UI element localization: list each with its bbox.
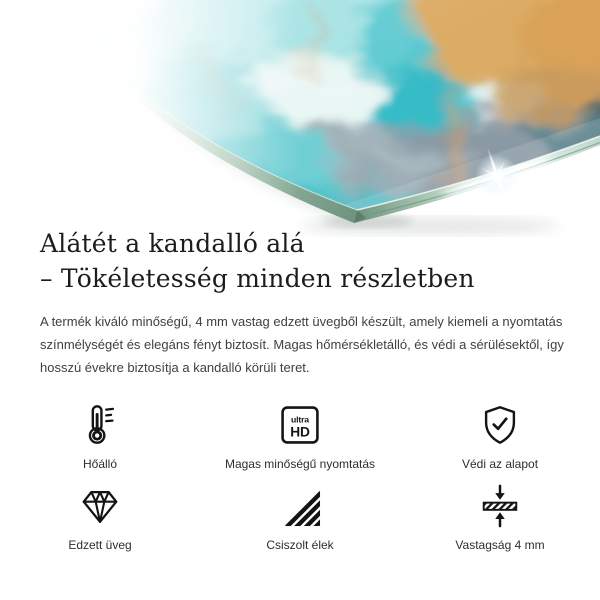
feature-grid <box>0 401 600 553</box>
feature-label: Hőálló <box>82 457 118 471</box>
feature-label: Magas minőségű nyomtatás <box>224 457 376 471</box>
description-line: színmélységét és elegáns fényt biztosít. Magas hőmérsékletálló, és védi a sérülésektől, így <box>40 337 564 352</box>
ultra-hd-icon <box>276 401 324 449</box>
ultra-hd-icon-text-top: ultra <box>291 414 309 425</box>
shield-check-icon <box>476 401 524 449</box>
glass-panel-illustration <box>0 0 600 238</box>
page-title-line1: Alátét a kandalló alá <box>40 229 305 258</box>
ultra-hd-icon-text-bottom: HD <box>290 424 310 440</box>
description-line: A termék kiváló minőségű, 4 mm vastag edzett üvegből készült, amely kiemeli a nyomtatás <box>40 314 563 329</box>
page-title-line2: – Tökéletesség minden részletben <box>40 264 475 293</box>
page-title <box>40 226 560 296</box>
focus-fade <box>0 0 310 238</box>
feature-thickness-4mm <box>400 482 600 553</box>
diamond-icon <box>76 482 124 530</box>
thermometer-icon <box>76 401 124 449</box>
feature-protects-base <box>400 401 600 472</box>
product-description <box>40 310 564 379</box>
thickness-icon <box>476 482 524 530</box>
feature-polished-edges <box>200 482 400 553</box>
feature-label: Védi az alapot <box>461 457 539 471</box>
feature-ultra-hd-print <box>200 401 400 472</box>
feature-label: Edzett üveg <box>68 538 132 552</box>
product-image <box>0 0 600 238</box>
feature-label: Vastagság 4 mm <box>455 538 545 552</box>
feature-tempered-glass <box>0 482 200 553</box>
polished-edges-icon <box>276 482 324 530</box>
feature-heat-resistant <box>0 401 200 472</box>
description-line: hosszú évekre biztosítja a kandalló körüli teret. <box>40 360 310 375</box>
product-description-section <box>40 226 564 553</box>
feature-label: Csiszolt élek <box>266 538 334 552</box>
